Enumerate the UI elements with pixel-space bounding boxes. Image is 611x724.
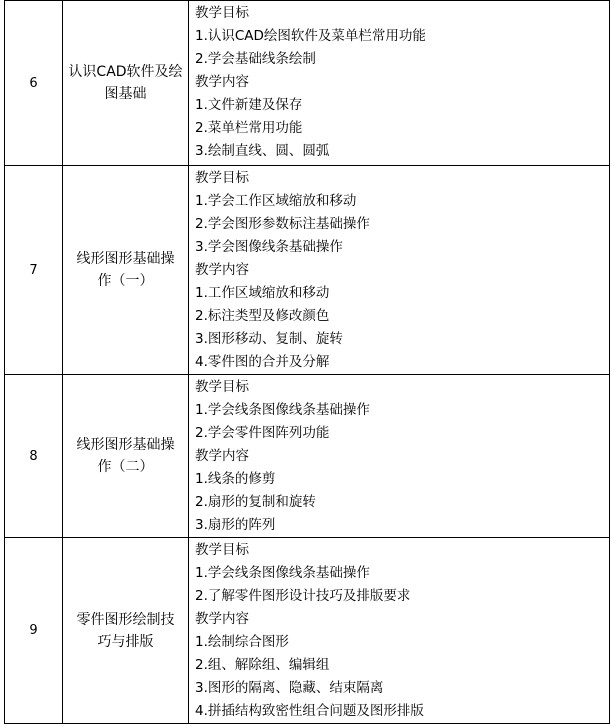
curriculum-table: [4, 0, 610, 724]
content-line: 3.扇形的阵列: [195, 517, 276, 533]
content-heading-topics: 教学内容: [195, 262, 249, 278]
content-line: 1.学会线条图像线条基础操作: [195, 402, 370, 418]
lesson-topic-line: 作（一）: [97, 273, 154, 289]
table-row: [5, 1, 610, 166]
content-heading-topics: 教学内容: [195, 611, 249, 627]
lesson-number: 8: [5, 375, 63, 538]
content-line: 2.菜单栏常用功能: [195, 120, 303, 136]
content-heading-topics: 教学内容: [195, 448, 249, 464]
content-line: 4.拼插结构致密性组合问题及图形排版: [195, 703, 424, 719]
lesson-content: [189, 166, 610, 375]
content-line: 2.学会零件图阵列功能: [195, 425, 330, 441]
lesson-topic: [63, 166, 189, 375]
content-line: 1.工作区域缩放和移动: [195, 285, 330, 301]
lesson-topic-line: 巧与排版: [97, 633, 154, 650]
content-line: 1.绘制综合图形: [195, 634, 289, 650]
content-line: 3.绘制直线、圆、圆弧: [195, 143, 330, 159]
content-line: 1.认识CAD绘图软件及菜单栏常用功能: [195, 28, 426, 44]
lesson-topic-line: 图基础: [104, 86, 147, 102]
content-heading-goals: 教学目标: [195, 542, 249, 558]
lesson-content: [189, 538, 610, 724]
content-line: 1.线条的修剪: [195, 471, 276, 487]
table-row: [5, 538, 610, 724]
lesson-topic-line: 认识CAD软件及绘: [68, 64, 183, 80]
content-heading-goals: 教学目标: [195, 170, 249, 186]
lesson-topic: [63, 1, 189, 166]
lesson-topic: [63, 538, 189, 724]
content-line: 3.图形移动、复制、旋转: [195, 331, 343, 347]
content-line: 2.了解零件图形设计技巧及排版要求: [195, 588, 411, 604]
lesson-topic-line: 零件图形绘制技: [76, 611, 175, 628]
content-line: 2.扇形的复制和旋转: [195, 494, 316, 510]
content-line: 1.学会线条图像线条基础操作: [195, 565, 370, 581]
content-heading-goals: 教学目标: [195, 5, 249, 21]
table-row: [5, 375, 610, 538]
lesson-number: 9: [5, 538, 63, 724]
content-line: 2.组、解除组、编辑组: [195, 657, 330, 673]
lesson-topic-line: 线形图形基础操: [76, 437, 175, 453]
content-line: 2.学会基础线条绘制: [195, 51, 316, 67]
table-row: [5, 166, 610, 375]
content-heading-topics: 教学内容: [195, 74, 249, 90]
content-line: 1.学会工作区域缩放和移动: [195, 193, 357, 209]
content-line: 1.文件新建及保存: [195, 97, 303, 113]
content-line: 3.图形的隔离、隐藏、结束隔离: [195, 680, 384, 696]
lesson-topic-line: 作（二）: [97, 459, 154, 475]
lesson-content: [189, 1, 610, 166]
lesson-number: 6: [5, 1, 63, 166]
lesson-number: 7: [5, 166, 63, 375]
lesson-content: [189, 375, 610, 538]
content-line: 3.学会图像线条基础操作: [195, 239, 343, 255]
content-line: 2.学会图形参数标注基础操作: [195, 216, 370, 232]
content-line: 2.标注类型及修改颜色: [195, 308, 330, 324]
lesson-topic: [63, 375, 189, 538]
content-heading-goals: 教学目标: [195, 379, 249, 395]
content-line: 4.零件图的合并及分解: [195, 354, 330, 370]
lesson-topic-line: 线形图形基础操: [76, 251, 175, 267]
